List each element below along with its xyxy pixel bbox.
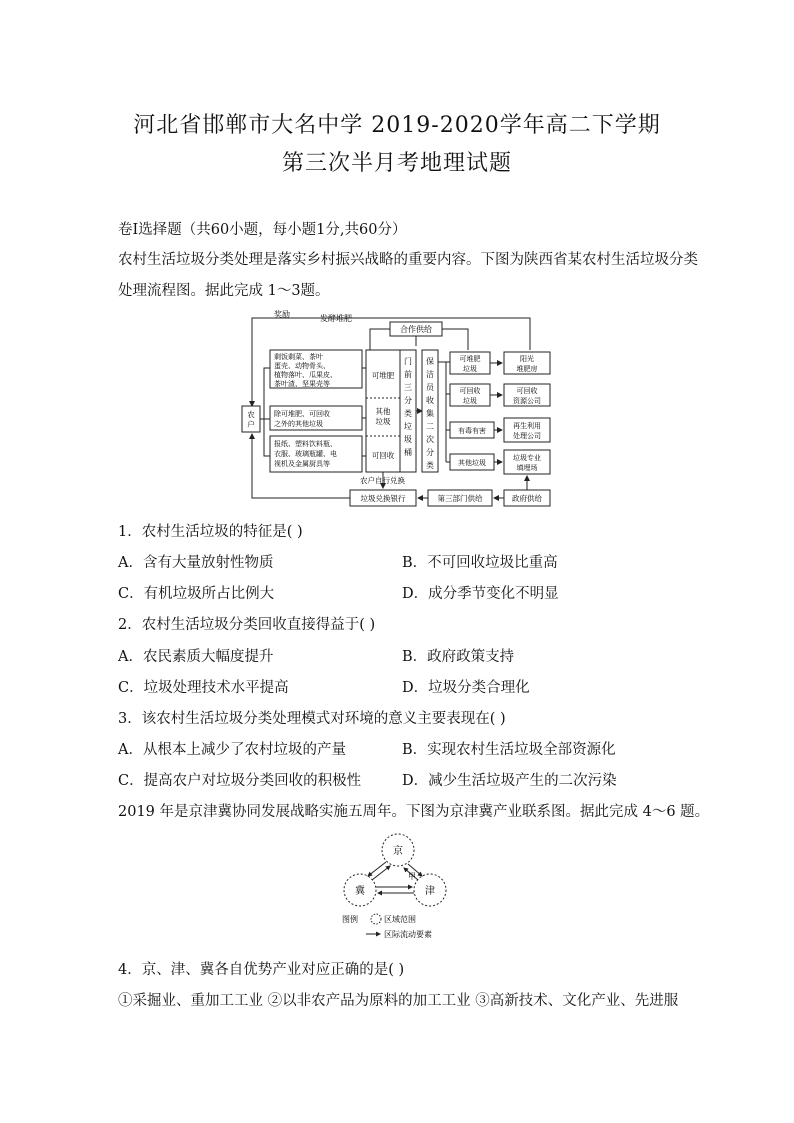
- r3b-line2: 处理公司: [513, 432, 541, 440]
- question-3-option-b[interactable]: B．实现农村生活垃圾全部资源化: [402, 742, 616, 758]
- jin-label: 津: [425, 886, 435, 897]
- jia-label: 甲: [408, 872, 416, 881]
- svg-text:员: 员: [426, 383, 434, 392]
- intro-text-1: 农村生活垃圾分类处理是落实乡村振兴战略的重要内容。下图为陕西省某农村生活垃圾分类: [118, 252, 698, 268]
- exchange-label: 农户自行兑换: [360, 476, 405, 485]
- question-3-option-c[interactable]: C．提高农户对垃圾分类回收的积极性: [118, 773, 362, 789]
- r2a-line1: 可回收: [459, 387, 481, 395]
- svg-text:类: 类: [426, 461, 434, 470]
- bin-other-label-2: 垃圾: [375, 417, 391, 426]
- cat1-line2: 蛋壳、动物骨头、: [274, 362, 330, 370]
- svg-text:二: 二: [426, 422, 434, 431]
- svg-text:前: 前: [404, 370, 412, 379]
- cleaner-label: [426, 357, 435, 470]
- r2b-line2: 资源公司: [513, 397, 541, 405]
- ferment-label: 发酵堆肥: [320, 314, 352, 323]
- svg-text:桶: 桶: [404, 448, 412, 457]
- question-3-stem: 3．该农村生活垃圾分类处理模式对环境的意义主要表现在( ): [118, 711, 506, 727]
- legend-title: 图例: [342, 915, 358, 924]
- svg-text:次: 次: [426, 435, 434, 444]
- cat2-line2: 之外的其他垃圾: [274, 420, 323, 428]
- svg-text:保: 保: [426, 357, 434, 366]
- question-2-stem: 2．农村生活垃圾分类回收直接得益于( ): [118, 617, 376, 633]
- question-2-option-b[interactable]: B．政府政策支持: [402, 649, 515, 665]
- r2b-line1: 可回收: [516, 387, 538, 395]
- legend-flow-label: 区际流动要素: [384, 930, 432, 939]
- bin-other-label-1: 其他: [375, 407, 391, 416]
- question-1-option-b[interactable]: B．不可回收垃圾比重高: [402, 555, 558, 571]
- question-2-option-a[interactable]: A．农民素质大幅度提升: [118, 649, 274, 665]
- cat1-line4: 茶叶渣、坚果壳等: [274, 380, 330, 388]
- r1b-line2: 堆肥房: [516, 365, 538, 373]
- cat3-line2: 衣服、玻璃瓶罐、电: [274, 450, 337, 458]
- intro-text-3: 2019 年是京津冀协同发展战略实施五周年。下图为京津冀产业联系图。据此完成 4～6 题。: [118, 804, 710, 820]
- r1a-line2: 垃圾: [463, 365, 477, 373]
- jingjinji-diagram: [338, 832, 464, 944]
- cat1-line3: 植物落叶、瓜果皮、: [274, 371, 337, 379]
- question-4-items: ①采掘业、重加工工业 ②以非农产品为原料的加工工业 ③高新技术、文化产业、先进服: [118, 993, 679, 1009]
- intro-text-2: 处理流程图。据此完成 1～3题。: [118, 283, 330, 299]
- ji-label: 冀: [355, 886, 365, 897]
- legend-region-icon: [371, 914, 381, 924]
- cat3-line3: 视机及金属厨具等: [274, 460, 330, 468]
- svg-text:三: 三: [404, 383, 412, 392]
- question-1-stem: 1．农村生活垃圾的特征是( ): [118, 524, 303, 540]
- question-1-option-a[interactable]: A．含有大量放射性物质: [118, 555, 274, 571]
- svg-text:收: 收: [426, 396, 434, 405]
- r4a-label: 其他垃圾: [458, 459, 486, 467]
- farmer-label-1: 农: [247, 410, 255, 419]
- reward-label: 奖励: [274, 310, 290, 319]
- svg-text:分: 分: [426, 448, 434, 457]
- gov-label: 政府供给: [512, 494, 542, 503]
- svg-text:门: 门: [404, 357, 412, 366]
- cat3-line1: 报纸、塑料饮料瓶、: [274, 440, 337, 448]
- question-1-option-c[interactable]: C．有机垃圾所占比例大: [118, 586, 275, 602]
- svg-text:集: 集: [426, 409, 434, 418]
- svg-text:分: 分: [404, 396, 412, 405]
- svg-text:类: 类: [404, 409, 412, 418]
- question-4-stem: 4．京、津、冀各自优势产业对应正确的是( ): [118, 962, 405, 978]
- garbage-flow-diagram: [240, 306, 560, 510]
- r1b-line1: 阳光: [520, 355, 534, 363]
- coop-label: 合作供给: [400, 325, 432, 334]
- page-title: 河北省邯郸市大名中学 2019-2020学年高二下学期: [133, 113, 661, 138]
- bin-recycle-label: 可回收: [371, 451, 395, 460]
- question-3-option-d[interactable]: D．减少生活垃圾产生的二次污染: [402, 773, 617, 789]
- svg-text:圾: 圾: [404, 435, 412, 444]
- bin-compost-label: 可堆肥: [371, 371, 395, 380]
- section-heading: 卷Ⅰ选择题（共60小题，每小题1分,共60分）: [118, 222, 407, 238]
- r4b-line2: 填埋场: [516, 464, 538, 472]
- svg-text:垃: 垃: [404, 422, 412, 431]
- r4b-line1: 垃圾专业: [513, 454, 541, 462]
- r1a-line1: 可堆肥: [459, 355, 481, 363]
- jing-label: 京: [393, 846, 403, 857]
- farmer-label-2: 户: [247, 420, 255, 429]
- r2a-line2: 垃圾: [463, 397, 477, 405]
- r3a-label: 有毒有害: [458, 427, 486, 435]
- cat1-line1: 剩饭剩菜、茶叶: [274, 353, 323, 361]
- page-subtitle: 第三次半月考地理试题: [281, 151, 512, 176]
- question-3-option-a[interactable]: A．从根本上减少了农村垃圾的产量: [118, 742, 346, 758]
- r3b-line1: 再生利用: [513, 422, 541, 430]
- cat2-line1: 除可堆肥、可回收: [274, 410, 330, 418]
- bank-label: 垃圾兑换银行: [360, 494, 406, 503]
- third-label: 第三部门供给: [437, 494, 483, 503]
- question-1-option-d[interactable]: D．成分季节变化不明显: [402, 586, 559, 602]
- svg-text:洁: 洁: [426, 370, 434, 379]
- question-2-option-c[interactable]: C．垃圾处理技术水平提高: [118, 680, 289, 696]
- question-2-option-d[interactable]: D．垃圾分类合理化: [402, 680, 530, 696]
- legend-region-label: 区域范围: [384, 915, 416, 924]
